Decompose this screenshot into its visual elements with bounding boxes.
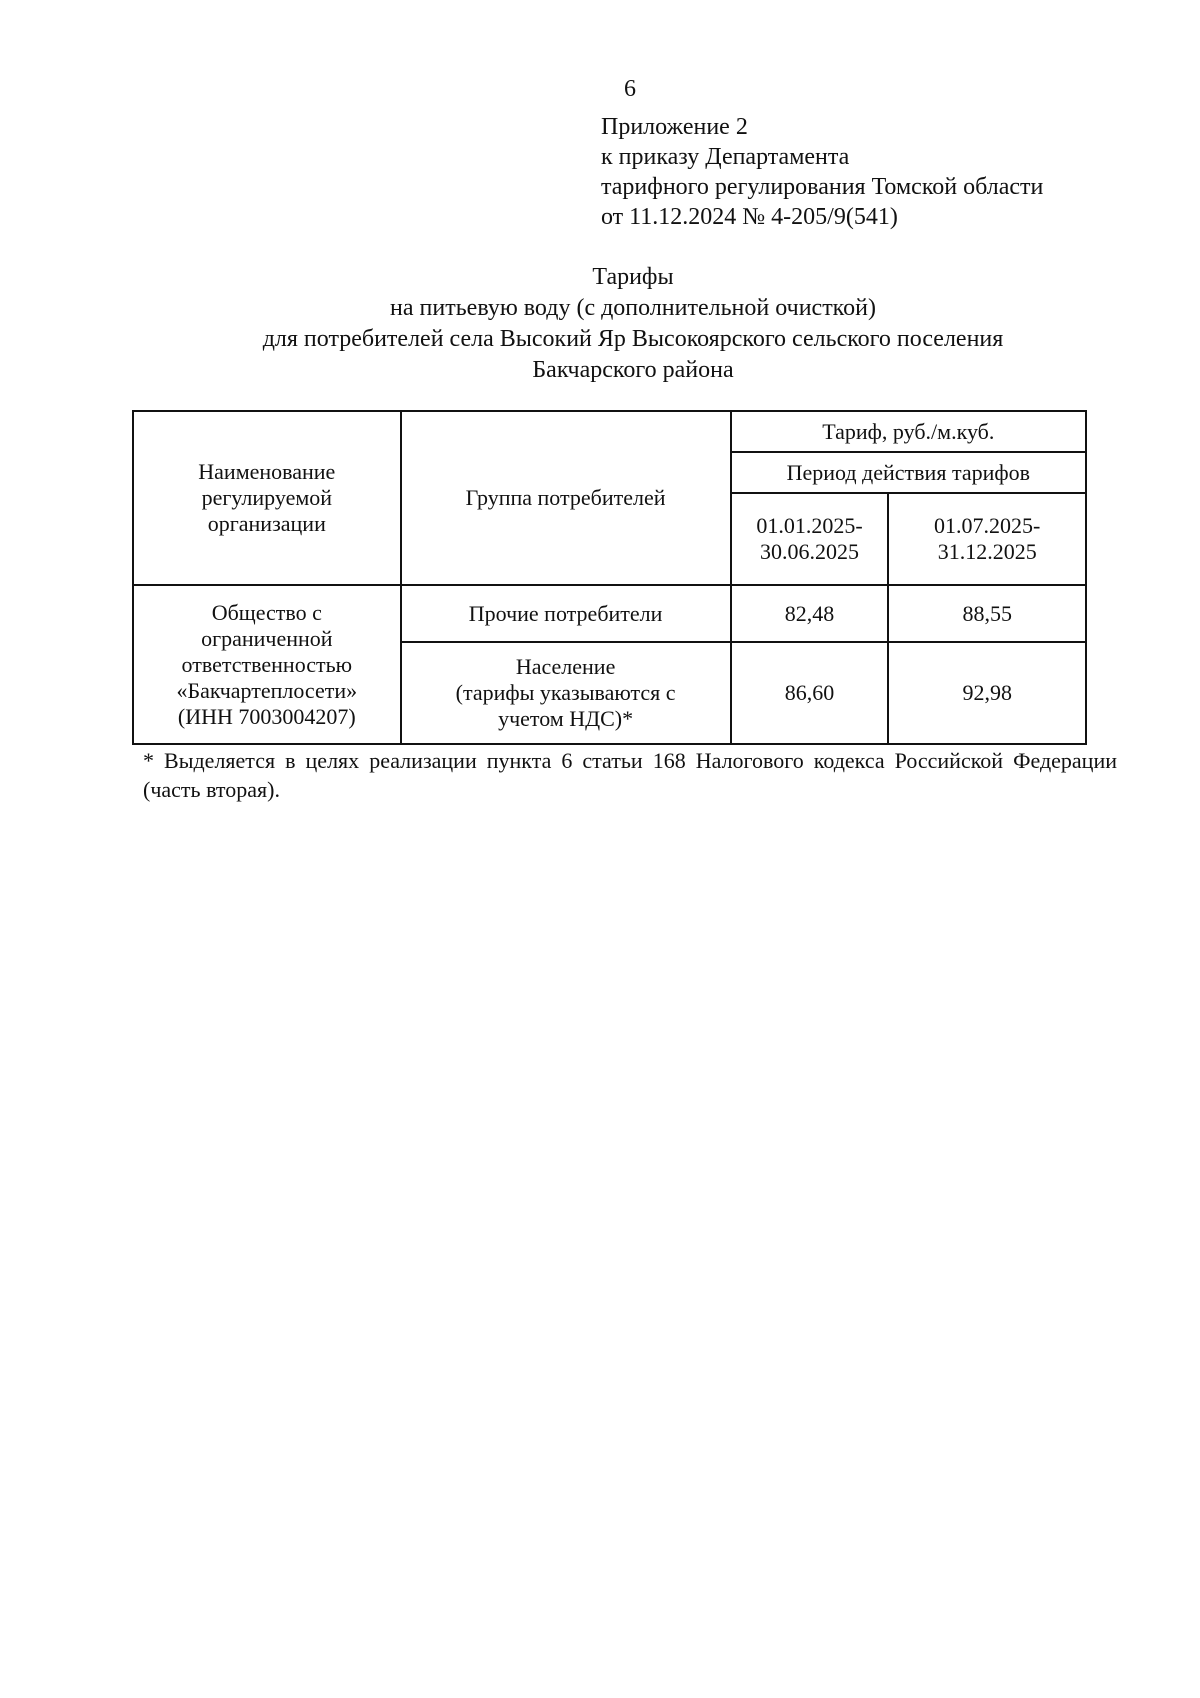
- tariff-table: [132, 410, 1087, 745]
- header-period-2: 01.07.2025- 31.12.2025: [888, 493, 1086, 585]
- header-period-1: 01.01.2025- 30.06.2025: [731, 493, 889, 585]
- tariff-value: 86,60: [731, 642, 889, 744]
- document-title: [133, 262, 1133, 386]
- footnote: * Выделяется в целях реализации пункта 6 статьи 168 Налогового кодекса Российской Федерации (часть вторая).: [143, 748, 1117, 802]
- appendix-line: тарифного регулирования Томской области: [601, 174, 1044, 200]
- title-line: на питьевую воду (с дополнительной очисткой): [390, 295, 876, 321]
- header-period: Период действия тарифов: [731, 452, 1086, 493]
- tariff-value: 92,98: [888, 642, 1086, 744]
- appendix-line: к приказу Департамента: [601, 144, 850, 170]
- title-line: для потребителей села Высокий Яр Высокоярского сельского поселения: [262, 326, 1004, 352]
- consumer-group-population: Население (тарифы указываются с учетом НДС)*: [401, 642, 731, 744]
- header-organization: Наименование регулируемой организации: [133, 411, 401, 585]
- title-line: Тарифы: [592, 264, 674, 290]
- tariff-value: 88,55: [888, 585, 1086, 642]
- header-tariff: Тариф, руб./м.куб.: [731, 411, 1086, 452]
- appendix-line: от 11.12.2024 № 4-205/9(541): [601, 204, 898, 230]
- organization-name: Общество с ограниченной ответственностью «Бакчартеплосети» (ИНН 7003004207): [133, 585, 401, 744]
- tariff-value: 82,48: [731, 585, 889, 642]
- table-row: [133, 585, 1086, 642]
- header-consumer-group: Группа потребителей: [401, 411, 731, 585]
- page-number: 6: [624, 76, 636, 102]
- consumer-group-other: Прочие потребители: [401, 585, 731, 642]
- appendix-line: Приложение 2: [601, 114, 748, 140]
- title-line: Бакчарского района: [532, 357, 734, 383]
- appendix-block: [601, 112, 1043, 232]
